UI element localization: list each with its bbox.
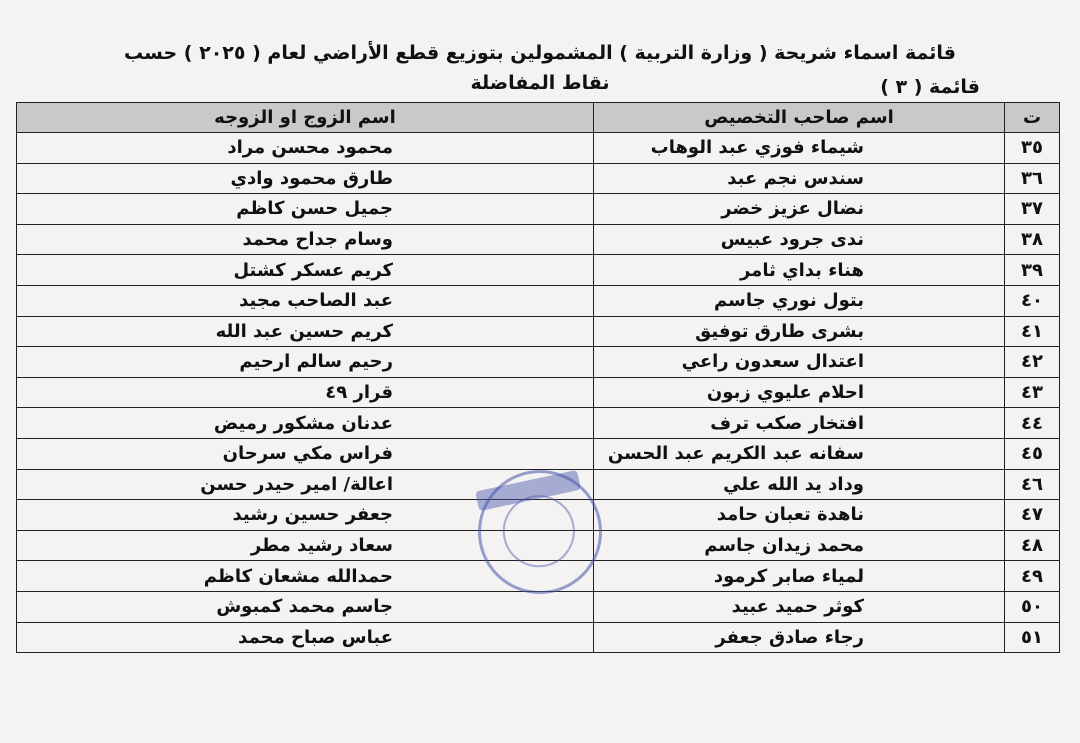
row-spouse: سعاد رشيد مطر [17, 530, 594, 561]
row-name: احلام عليوي زبون [594, 377, 1005, 408]
row-name: ناهدة تعبان حامد [594, 500, 1005, 531]
header-name: اسم صاحب التخصيص [594, 103, 1005, 133]
row-spouse: كريم عسكر كشتل [17, 255, 594, 286]
row-number: ٤٨ [1005, 530, 1060, 561]
row-number: ٤٠ [1005, 285, 1060, 316]
row-spouse: طارق محمود وادي [17, 163, 594, 194]
row-name: نضال عزيز خضر [594, 194, 1005, 225]
row-name: لمياء صابر كرمود [594, 561, 1005, 592]
table-row [17, 469, 1060, 500]
row-spouse: قرار ٤٩ [17, 377, 594, 408]
row-number: ٥٠ [1005, 591, 1060, 622]
row-spouse: عدنان مشكور رميض [17, 408, 594, 439]
row-number: ٤٣ [1005, 377, 1060, 408]
table-row [17, 285, 1060, 316]
row-number: ٤٢ [1005, 347, 1060, 378]
header-spouse: اسم الزوج او الزوجه [17, 103, 594, 133]
table-row [17, 408, 1060, 439]
table-row [17, 622, 1060, 653]
table-row [17, 438, 1060, 469]
row-name: ندى جرود عبيس [594, 224, 1005, 255]
table-row [17, 163, 1060, 194]
row-number: ٤٧ [1005, 500, 1060, 531]
table-row [17, 224, 1060, 255]
row-spouse: جميل حسن كاظم [17, 194, 594, 225]
row-spouse: محمود محسن مراد [17, 133, 594, 164]
table-row [17, 194, 1060, 225]
table-row [17, 347, 1060, 378]
row-number: ٥١ [1005, 622, 1060, 653]
table-row [17, 591, 1060, 622]
row-name: بشرى طارق توفيق [594, 316, 1005, 347]
row-name: سندس نجم عبد [594, 163, 1005, 194]
row-spouse: وسام جداح محمد [17, 224, 594, 255]
row-spouse: جاسم محمد كمبوش [17, 591, 594, 622]
row-name: بتول نوري جاسم [594, 285, 1005, 316]
header-no: ت [1005, 103, 1060, 133]
row-spouse: اعالة/ امير حيدر حسن [17, 469, 594, 500]
table-row [17, 377, 1060, 408]
table-row [17, 316, 1060, 347]
row-name: كوثر حميد عبيد [594, 591, 1005, 622]
row-number: ٣٨ [1005, 224, 1060, 255]
row-name: افتخار صكب ترف [594, 408, 1005, 439]
row-spouse: فراس مكي سرحان [17, 438, 594, 469]
row-spouse: كريم حسين عبد الله [17, 316, 594, 347]
row-name: اعتدال سعدون راعي [594, 347, 1005, 378]
list-number: قائمة ( ٣ ) [880, 76, 980, 98]
row-number: ٣٦ [1005, 163, 1060, 194]
table-row [17, 530, 1060, 561]
row-number: ٤٥ [1005, 438, 1060, 469]
row-name: وداد يد الله علي [594, 469, 1005, 500]
row-name: رجاء صادق جعفر [594, 622, 1005, 653]
row-number: ٤٤ [1005, 408, 1060, 439]
row-number: ٣٩ [1005, 255, 1060, 286]
row-spouse: عباس صباح محمد [17, 622, 594, 653]
row-number: ٤٩ [1005, 561, 1060, 592]
row-name: سفانه عبد الكريم عبد الحسن [594, 438, 1005, 469]
row-number: ٣٥ [1005, 133, 1060, 164]
row-spouse: عبد الصاحب مجيد [17, 285, 594, 316]
row-number: ٤٦ [1005, 469, 1060, 500]
row-name: هناء بداي ثامر [594, 255, 1005, 286]
row-name: شيماء فوزي عبد الوهاب [594, 133, 1005, 164]
row-spouse: حمدالله مشعان كاظم [17, 561, 594, 592]
row-number: ٣٧ [1005, 194, 1060, 225]
table-row [17, 500, 1060, 531]
allocation-table [16, 102, 1060, 653]
document-title: قائمة اسماء شريحة ( وزارة التربية ) المشمولين بتوزيع قطع الأراضي لعام ( ٢٠٢٥ ) حسب نقاط المفاضلة [124, 42, 956, 94]
row-number: ٤١ [1005, 316, 1060, 347]
row-spouse: جعفر حسين رشيد [17, 500, 594, 531]
table-row [17, 133, 1060, 164]
row-spouse: رحيم سالم ارحيم [17, 347, 594, 378]
row-name: محمد زيدان جاسم [594, 530, 1005, 561]
table-header-row [17, 103, 1060, 133]
table-row [17, 561, 1060, 592]
document-subtitle [100, 72, 980, 102]
table-row [17, 255, 1060, 286]
